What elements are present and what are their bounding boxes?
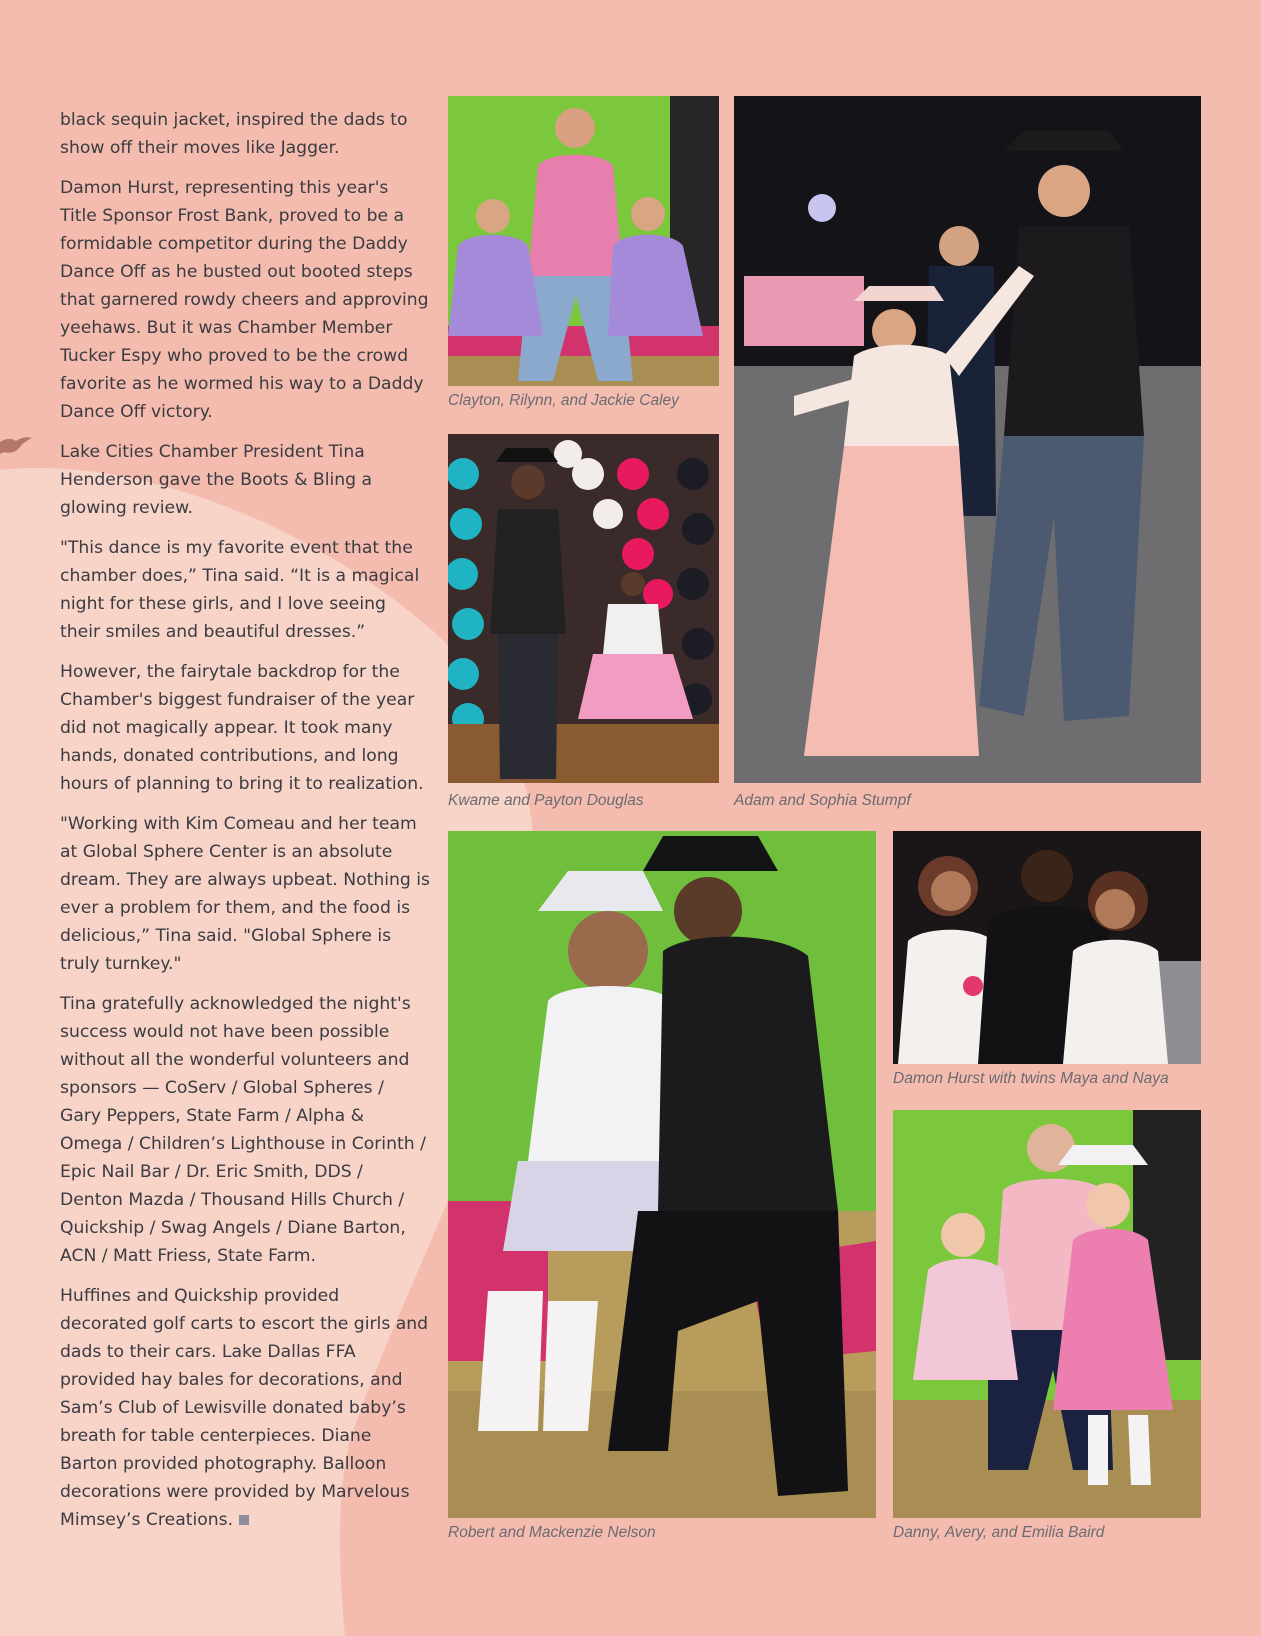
paragraph-5: However, the fairytale backdrop for the Chamber's biggest fundraiser of the year did not magically appear. It took many hands, donated contributions, and long hours of planning to bring it to realization. bbox=[60, 662, 424, 794]
article-body bbox=[60, 106, 430, 1546]
photo-caley-family bbox=[448, 96, 719, 386]
caption-caley: Clayton, Rilynn, and Jackie Caley bbox=[448, 392, 679, 409]
paragraph-6: "Working with Kim Comeau and her team at Global Sphere Center is an absolute dream. They are always upbeat. Nothing is ever a problem for them, and the food is delicious,” Tina said. "Global Sphere is truly turnkey." bbox=[60, 814, 430, 974]
paragraph-8-text: Huffines and Quickship provided decorated golf carts to escort the girls and dads to their cars. Lake Dallas FFA provided hay bales for decorations, and Sam’s Club of Lewisville donated baby’s breath for table centerpieces. Diane Barton provided photography. Balloon decorations were provided by Marvelous Mimsey’s Creations. bbox=[60, 1286, 429, 1530]
paragraph-4: "This dance is my favorite event that the chamber does,” Tina said. “It is a magical night for these girls, and I love seeing their smiles and beautiful dresses.” bbox=[60, 538, 420, 642]
paragraph-3: Lake Cities Chamber President Tina Henderson gave the Boots & Bling a glowing review. bbox=[60, 442, 373, 518]
caption-nelson: Robert and Mackenzie Nelson bbox=[448, 1524, 656, 1541]
photo-stumpf bbox=[734, 96, 1201, 783]
photo-nelson bbox=[448, 831, 876, 1518]
caption-hurst: Damon Hurst with twins Maya and Naya bbox=[893, 1070, 1169, 1087]
bird-silhouette-icon bbox=[0, 432, 34, 466]
caption-douglas: Kwame and Payton Douglas bbox=[448, 792, 644, 809]
photo-douglas bbox=[448, 434, 719, 783]
end-of-article-mark bbox=[239, 1515, 249, 1525]
paragraph-8 bbox=[60, 1282, 430, 1534]
paragraph-7: Tina gratefully acknowledged the night's success would not have been possible without all the wonderful volunteers and sponsors — CoServ / Global Spheres / Gary Peppers, State Farm / Alpha & Omega / Children’s Lighthouse in Corinth / Epic Nail Bar / Dr. Eric Smith, DDS / Denton Mazda / Thousand Hills Church / Quickship / Swag Angels / Diane Barton, ACN / Matt Friess, State Farm. bbox=[60, 994, 426, 1266]
photo-hurst-twins bbox=[893, 831, 1201, 1064]
caption-stumpf: Adam and Sophia Stumpf bbox=[734, 792, 911, 809]
photo-baird-family bbox=[893, 1110, 1201, 1518]
paragraph-2: Damon Hurst, representing this year's Title Sponsor Frost Bank, proved to be a formidable competitor during the Daddy Dance Off as he busted out booted steps that garnered rowdy cheers and approving yeehaws. But it was Chamber Member Tucker Espy who proved to be the crowd favorite as he wormed his way to a Daddy Dance Off victory. bbox=[60, 178, 429, 422]
paragraph-1: black sequin jacket, inspired the dads to show off their moves like Jagger. bbox=[60, 110, 408, 158]
caption-baird: Danny, Avery, and Emilia Baird bbox=[893, 1524, 1105, 1541]
